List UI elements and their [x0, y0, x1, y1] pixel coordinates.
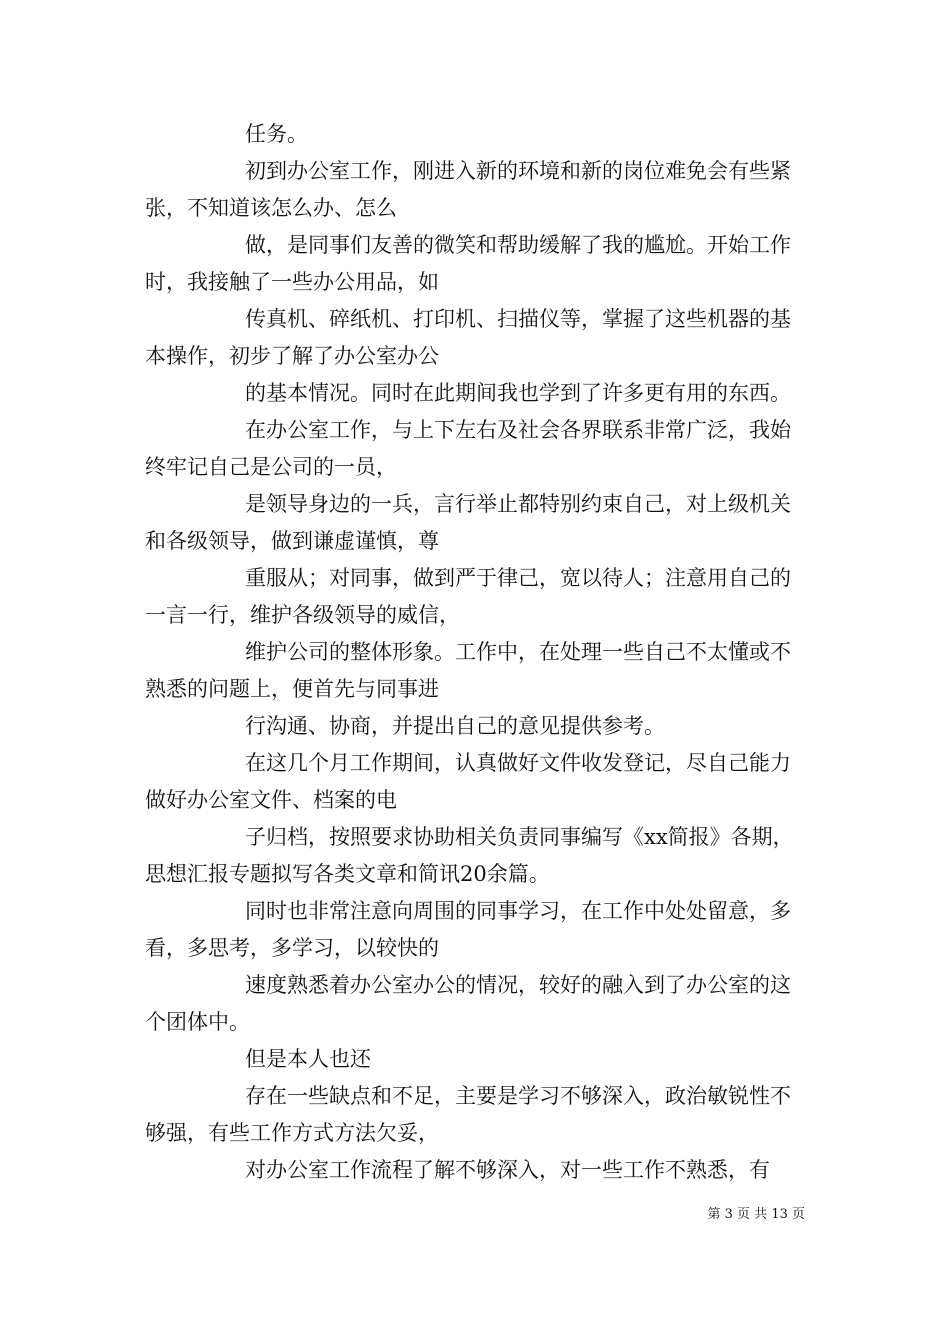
paragraph: 存在一些缺点和不足，主要是学习不够深入，政治敏锐性不够强，有些工作方式方法欠妥，: [145, 1084, 791, 1145]
paragraph: 重服从；对同事，做到严于律己，宽以待人；注意用自己的一言一行，维护各级领导的威信，: [145, 566, 791, 627]
paragraph: 子归档，按照要求协助相关负责同事编写《xx简报》各期，思想汇报专题拟写各类文章和简讯20余篇。: [145, 825, 794, 886]
paragraph: 维护公司的整体形象。工作中，在处理一些自己不太懂或不熟悉的问题上，便首先与同事进: [145, 640, 791, 701]
paragraph: 做，是同事们友善的微笑和帮助缓解了我的尴尬。开始工作时，我接触了一些办公用品，如: [145, 233, 791, 294]
paragraph: 速度熟悉着办公室办公的情况，较好的融入到了办公室的这个团体中。: [145, 973, 791, 1034]
paragraph: 但是本人也还: [245, 1047, 371, 1071]
paragraph: 的基本情况。同时在此期间我也学到了许多更有用的东西。: [245, 381, 791, 405]
paragraph: 同时也非常注意向周围的同事学习，在工作中处处留意，多看，多思考，多学习，以较快的: [145, 899, 791, 960]
paragraph: 在这几个月工作期间，认真做好文件收发登记，尽自己能力做好办公室文件、档案的电: [145, 751, 791, 812]
paragraph: 任务。: [245, 122, 308, 146]
paragraph: 是领导身边的一兵，言行举止都特别约束自己，对上级机关和各级领导，做到谦虚谨慎，尊: [145, 492, 791, 553]
document-body: [145, 116, 810, 1189]
paragraph: 对办公室工作流程了解不够深入，对一些工作不熟悉，有: [245, 1158, 770, 1182]
paragraph: 行沟通、协商，并提出自己的意见提供参考。: [245, 714, 665, 738]
page-number-footer: 第 3 页 共 13 页: [707, 1207, 805, 1222]
paragraph: 初到办公室工作，刚进入新的环境和新的岗位难免会有些紧张，不知道该怎么办、怎么: [145, 159, 791, 220]
paragraph: 传真机、碎纸机、打印机、扫描仪等，掌握了这些机器的基本操作，初步了解了办公室办公: [145, 307, 791, 368]
paragraph: 在办公室工作，与上下左右及社会各界联系非常广泛，我始终牢记自己是公司的一员，: [145, 418, 791, 479]
